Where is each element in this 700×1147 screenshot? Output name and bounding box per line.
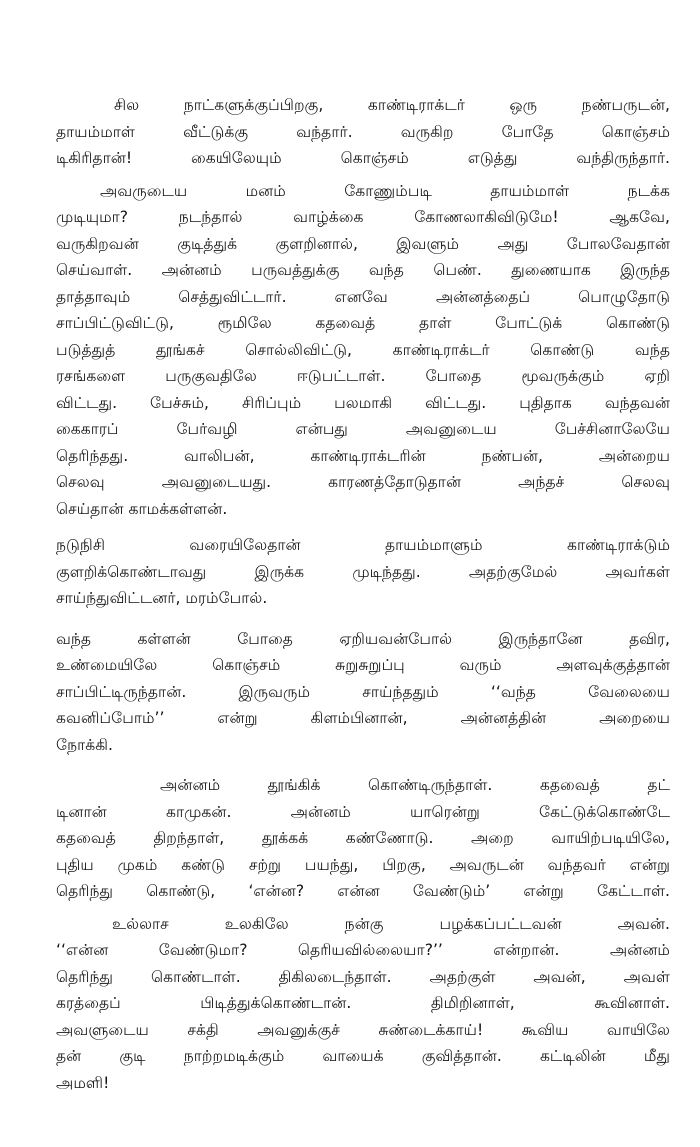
- text-line: செலவு அவனுடையது. காரணத்தோடுதான் அந்தச் செலவு: [56, 473, 670, 491]
- text-line: தாத்தாவும் செத்துவிட்டார். எனவே அன்னத்தைப் பொழுதோடு: [56, 287, 670, 306]
- text-line: டிகிரிதான்! கையிலேயும் கொஞ்சம் எடுத்து வந்திருந்தார்.: [56, 149, 670, 167]
- text-line: நடுநிசி வரையிலேதான் தாயம்மாளும் காண்டிராக்டும்: [56, 536, 670, 554]
- text-line: அவளுடைய சக்தி அவனுக்குச் சுண்டைக்காய்! கூவிய வாயிலே: [56, 1020, 670, 1039]
- text-line: முடியுமா? நடந்தால் வாழ்க்கை கோணலாகிவிடுமே! ஆகவே,: [56, 208, 670, 226]
- paragraph-gap: [56, 522, 670, 532]
- text-line: விட்டது. பேச்சும், சிரிப்பும் பலமாகி விட்டது. புதிதாக வந்தவன்: [56, 393, 670, 412]
- text-line: தெரிந்தது. வாலிபன், காண்டிராக்டரின் நண்பன், அன்றைய: [56, 446, 670, 465]
- paragraph-gap: [56, 758, 670, 772]
- text-line: உண்மையிலே கொஞ்சம் சுறுசுறுப்பு வரும் அளவுக்குத்தான்: [56, 656, 670, 674]
- paragraph-2: [56, 178, 670, 523]
- text-line: டினான் காமுகன். அன்னம் யாரென்று கேட்டுக்கொண்டே: [56, 802, 670, 821]
- paragraph-3: [56, 532, 670, 612]
- text-line: கரத்தைப் பிடித்துக்கொண்டான். திமிறினாள், கூவினாள்.: [56, 994, 670, 1012]
- text-line: புதிய முகம் கண்டு சற்று பயந்து, பிறகு, அவருடன் வந்தவர் என்று: [56, 855, 670, 874]
- text-line: நோக்கி.: [56, 735, 113, 754]
- text-line: அமளி!: [56, 1073, 110, 1092]
- text-line: சாப்பிட்டிருந்தான். இருவரும் சாய்ந்ததும் ‘‘வந்த வேலையை: [56, 682, 670, 701]
- text-line: ‘‘என்ன வேண்டுமா? தெரியவில்லையா?’’ என்றான். அன்னம்: [56, 941, 670, 959]
- text-line: தெரிந்து கொண்டாள். திகிலடைந்தாள். அதற்குள் அவன், அவள்: [56, 967, 670, 986]
- text-line: செய்வாள். அன்னம் பருவத்துக்கு வந்த பெண். துணையாக இருந்த: [56, 261, 670, 279]
- text-line: கைகாரப் பேர்வழி என்பது அவனுடைய பேச்சினாலேயே: [56, 420, 670, 438]
- text-line: கவனிப்போம்’’ என்று கிளம்பினான், அன்னத்தின் அறையை: [56, 709, 670, 727]
- text-line: தாயம்மாள் வீட்டுக்கு வந்தார். வருகிற போதே கொஞ்சம்: [56, 122, 670, 141]
- text-line: கதவைத் திறந்தாள், தூக்கக் கண்ணோடு. அறை வாயிற்படியிலே,: [56, 829, 670, 847]
- text-line: செய்தான் காமக்கள்ளன்.: [56, 499, 228, 518]
- text-line: சாய்ந்துவிட்டனர், மரம்போல்.: [56, 589, 268, 607]
- paragraph-4: [56, 626, 670, 759]
- text-line: தன் குடி நாற்றமடிக்கும் வாயைக் குவித்தான். கட்டிலின் மீது: [56, 1047, 670, 1065]
- text-line: படுத்துத் தூங்கச் சொல்லிவிட்டு, காண்டிராக்டர் கொண்டு வந்த: [56, 340, 670, 359]
- text-line: அவருடைய மனம் கோணும்படி தாயம்மாள் நடக்க: [100, 181, 670, 200]
- text-line: உல்லாச உலகிலே நன்கு பழக்கப்பட்டவன் அவன்.: [112, 914, 670, 933]
- text-line: சில நாட்களுக்குப்பிறகு, காண்டிராக்டர் ஒரு நண்பருடன்,: [114, 96, 670, 114]
- text-line: குளறிக்கொண்டாவது இருக்க முடிந்தது. அதற்குமேல் அவர்கள்: [56, 562, 670, 581]
- paragraph-6: [56, 911, 670, 1097]
- paragraph-gap: [56, 612, 670, 626]
- paragraph-5: [56, 772, 670, 905]
- paragraph-1: [56, 92, 670, 172]
- text-line: தெரிந்து கொண்டு, ‘என்ன? என்ன வேண்டும்’ என்று கேட்டாள்.: [56, 882, 670, 900]
- text-line: ரசங்களை பருகுவதிலே ஈடுபட்டாள். போதை மூவருக்கும் ஏறி: [56, 367, 670, 385]
- text-line: வருகிறவன் குடித்துக் குளறினால், இவளும் அது போலவேதான்: [56, 234, 670, 253]
- text-line: அன்னம் தூங்கிக் கொண்டிருந்தாள். கதவைத் தட்: [160, 776, 670, 794]
- text-line: வந்த கள்ளன் போதை ஏறியவன்போல் இருந்தானே தவிர,: [56, 629, 670, 648]
- text-line: சாப்பிட்டுவிட்டு, ரூமிலே கதவைத் தாள் போட்டுக் கொண்டு: [56, 314, 670, 332]
- text-column: [56, 92, 670, 1096]
